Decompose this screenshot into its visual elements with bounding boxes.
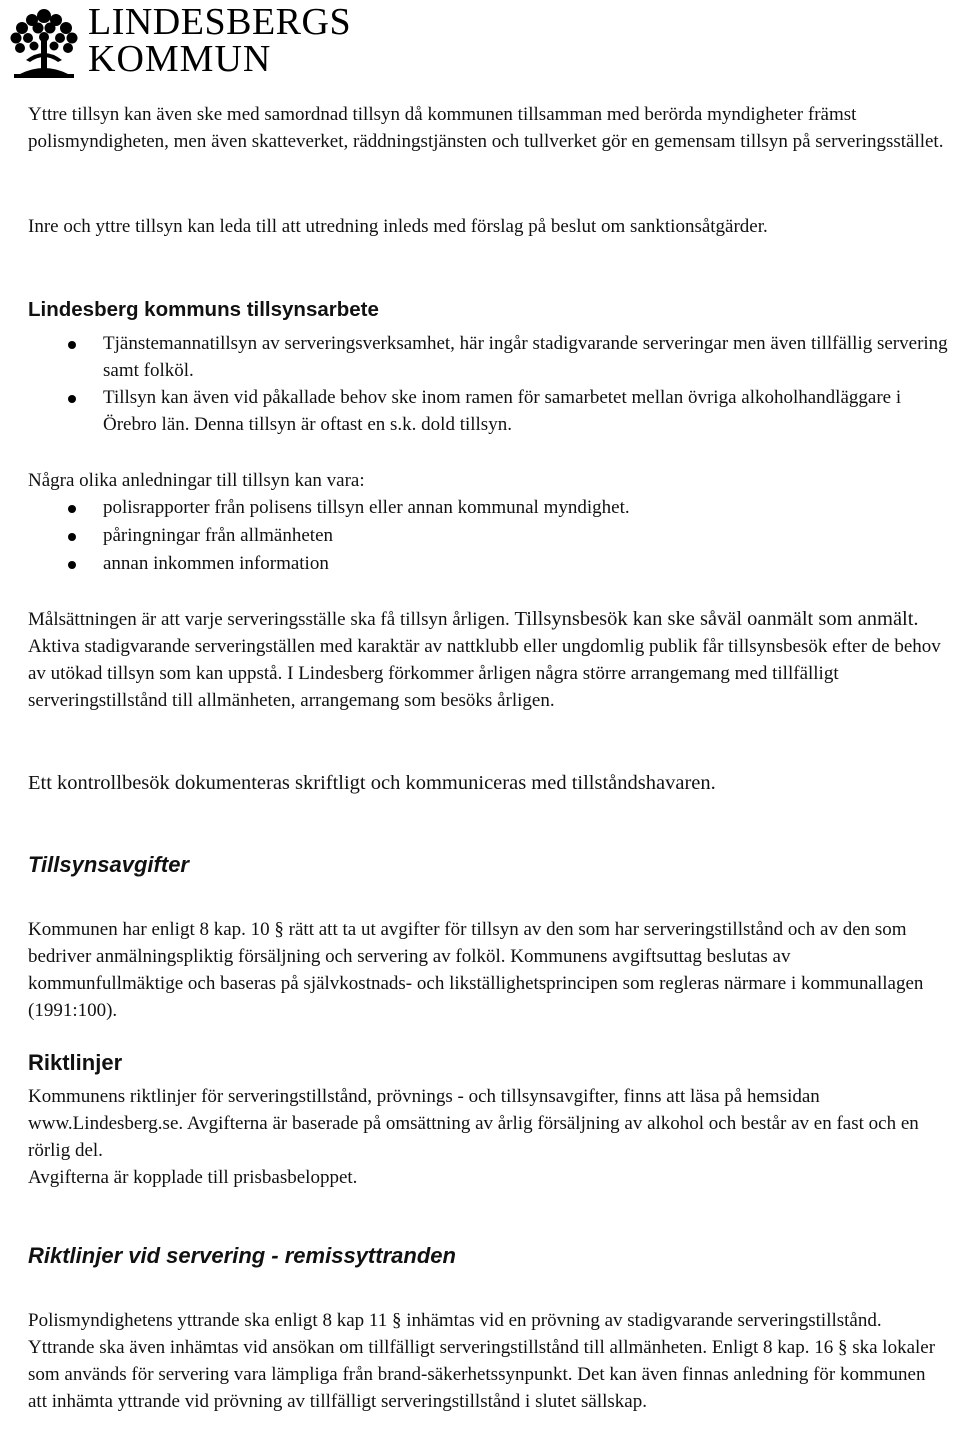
riktlinjer-heading: Riktlinjer (28, 1050, 123, 1075)
malsattning-paragraph (28, 606, 948, 714)
intro-section-2 (28, 213, 948, 240)
list-item: påringningar från allmänheten (28, 522, 948, 549)
riktlinjer-heading-wrap (28, 1050, 948, 1076)
bullet-icon (68, 395, 76, 403)
malsattning-section (28, 606, 948, 714)
malsattning-sentence-3: Aktiva stadigvarande serveringställen med karaktär av nattklubb eller ungdomlig publik får tillsynsbesök efter de behov av utökad tillsyn som kan uppstå. I Lindesberg förkommer årligen några större arrangemang med tillfälligt serveringstillstånd till allmänheten, arrangemang som besöks årligen. (28, 636, 941, 711)
anledningar-list (28, 494, 948, 577)
bullet-icon (68, 505, 76, 513)
list-item: Tillsyn kan även vid påkallade behov ske inom ramen för samarbetet mellan övriga alkoholhandläggare i Örebro län. Denna tillsyn är oftast en s.k. dold tillsyn. (28, 384, 948, 438)
kontrollbesok-paragraph: Ett kontrollbesök dokumenteras skriftligt och kommuniceras med tillståndshavaren. (28, 772, 716, 794)
malsattning-sentence-1: Målsättningen är att varje serveringsställe ska få tillsyn årligen. (28, 609, 515, 630)
intro-paragraph-2: Inre och yttre tillsyn kan leda till att utredning inleds med förslag på beslut om sanktionsåtgärder. (28, 216, 768, 237)
tree-icon (6, 2, 82, 82)
riktlinjer-section (28, 1083, 948, 1191)
anledningar-list-wrap (28, 494, 948, 577)
intro-paragraph-1: Yttre tillsyn kan även ske med samordnad tillsyn då kommunen tillsamman med berörda myndigheter främst polismyndigheten, men även skatteverket, räddningstjänsten och tullverket gör en gemensam tillsyn på serveringsstället. (28, 104, 944, 152)
remiss-section (28, 1307, 948, 1415)
riktlinjer-note: Avgifterna är kopplade till prisbasbeloppet. (28, 1167, 358, 1188)
remiss-paragraph: Polismyndighetens yttrande ska enligt 8 kap 11 § inhämtas vid en prövning av stadigvarande serveringstillstånd. Yttrande ska även inhämtas vid ansökan om tillfälligt serveringstillstånd till allmänheten. Enligt 8 kap. 16 § ska lokaler som används för servering vara lämpliga från brand-säkerhetssynpunkt. Det kan även finnas anledning för kommunen att inhämta yttrande vid prövning av tillfälligt serveringstillstånd i slutet sällskap. (28, 1310, 936, 1412)
kommun-logo (6, 2, 366, 82)
logo-line-1: LINDESBERGS (88, 1, 352, 43)
kommun-logo-text (88, 1, 352, 80)
riktlinjer-paragraph: Kommunens riktlinjer för serveringstillstånd, prövnings - och tillsynsavgifter, finns att läsa på hemsidan www.Lindesberg.se. Avgifterna är baserade på omsättning av årlig försäljning av alkohol och består av en fast och en rörlig del. (28, 1086, 919, 1161)
list-item: annan inkommen information (28, 550, 948, 577)
tillsynsavgifter-heading-wrap (28, 852, 948, 878)
anledningar-section (28, 467, 948, 494)
tillsynsavgifter-paragraph: Kommunen har enligt 8 kap. 10 § rätt att ta ut avgifter för tillsyn av den som har serveringstillstånd och av den som bedriver anmälningspliktig försäljning och servering av folköl. Kommunens avgiftsuttag beslutas av kommunfullmäktige och baseras på självkostnads- och likställighetsprincipen som regleras närmare i kommunallagen (1991:100). (28, 919, 924, 1021)
remiss-heading: Riktlinjer vid servering - remissyttranden (28, 1243, 456, 1268)
bullet-icon (68, 561, 76, 569)
tillsynsarbete-section (28, 296, 948, 323)
anledningar-intro: Några olika anledningar till tillsyn kan vara: (28, 470, 365, 491)
tillsynsarbete-heading: Lindesberg kommuns tillsynsarbete (28, 298, 379, 321)
bullet-icon (68, 533, 76, 541)
malsattning-sentence-2: Tillsynsbesök kan ske såväl oanmält som anmält. (514, 608, 919, 630)
list-item: Tjänstemannatillsyn av serveringsverksamhet, här ingår stadigvarande serveringar men även tillfällig servering samt folköl. (28, 330, 948, 384)
tillsynsarbete-list (28, 330, 948, 438)
bullet-icon (68, 341, 76, 349)
remiss-heading-wrap (28, 1243, 948, 1269)
list-item: polisrapporter från polisens tillsyn eller annan kommunal myndighet. (28, 494, 948, 521)
logo-line-2: KOMMUN (88, 38, 272, 80)
kontrollbesok-section (28, 770, 948, 797)
tillsynsarbete-list-wrap (28, 330, 948, 438)
tillsynsavgifter-section (28, 916, 948, 1024)
tillsynsavgifter-heading: Tillsynsavgifter (28, 852, 189, 877)
intro-section (28, 101, 948, 155)
